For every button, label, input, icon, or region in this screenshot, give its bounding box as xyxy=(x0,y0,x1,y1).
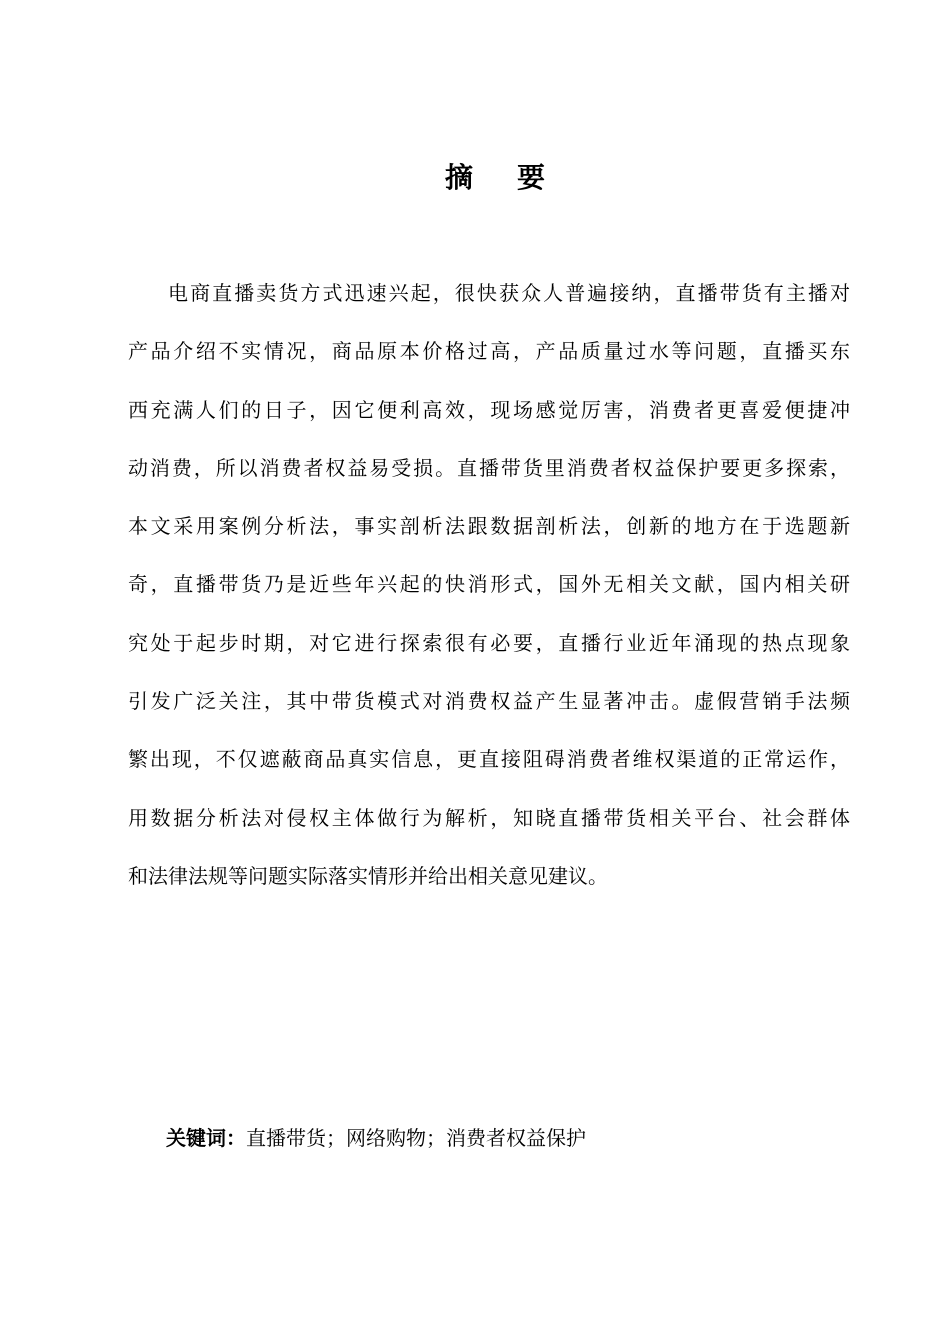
abstract-line: 繁出现，不仅遮蔽商品真实信息，更直接阻碍消费者维权渠道的正常运作， xyxy=(128,747,850,772)
abstract-title xyxy=(0,158,950,198)
abstract-line: 和法律法规等问题实际落实情形并给出相关意见建议。 xyxy=(128,863,608,888)
abstract-line: 究处于起步时期，对它进行探索很有必要，直播行业近年涌现的热点现象 xyxy=(128,630,850,655)
abstract-title-char-2: 要 xyxy=(517,161,546,194)
abstract-line: 用数据分析法对侵权主体做行为解析，知晓直播带货相关平台、社会群体 xyxy=(128,805,850,830)
abstract-line: 西充满人们的日子，因它便利高效，现场感觉厉害，消费者更喜爱便捷冲 xyxy=(128,397,850,422)
abstract-line: 动消费，所以消费者权益易受损。直播带货里消费者权益保护要更多探索， xyxy=(128,455,850,480)
abstract-line: 引发广泛关注，其中带货模式对消费权益产生显著冲击。虚假营销手法频 xyxy=(128,689,850,714)
abstract-title-char-1: 摘 xyxy=(444,161,473,194)
abstract-line: 本文采用案例分析法，事实剖析法跟数据剖析法，创新的地方在于选题新 xyxy=(128,514,850,539)
abstract-body xyxy=(128,270,850,911)
abstract-line: 电商直播卖货方式迅速兴起，很快获众人普遍接纳，直播带货有主播对 xyxy=(168,281,850,305)
keywords-label: 关键词： xyxy=(166,1126,246,1150)
keywords-line xyxy=(166,1118,586,1158)
abstract-line: 产品介绍不实情况，商品原本价格过高，产品质量过水等问题，直播买东 xyxy=(128,339,850,364)
abstract-line: 奇，直播带货乃是近些年兴起的快消形式，国外无相关文献，国内相关研 xyxy=(128,572,850,597)
keywords-text: 直播带货；网络购物；消费者权益保护 xyxy=(246,1126,586,1150)
